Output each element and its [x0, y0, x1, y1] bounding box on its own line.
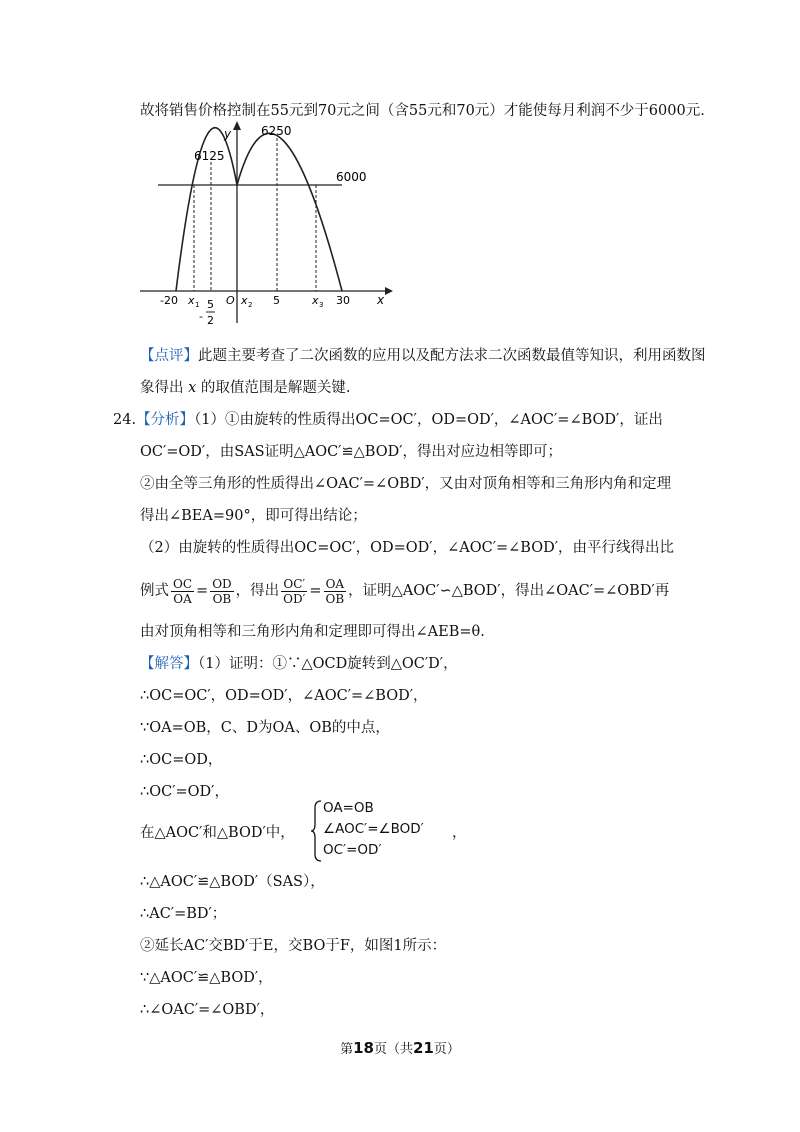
tick-frac-num: 5: [207, 298, 214, 311]
system-row-3: OC′=OD′: [323, 842, 382, 858]
fraction-oc-oa: $\frac{OC}{OA}$: [173, 576, 193, 606]
analysis-line-1: [113, 410, 663, 430]
conclusion-line: 故将销售价格控制在55元到70元之间（含55元和70元）才能使每月利润不少于6000元.: [140, 103, 705, 119]
y-axis-arrow-icon: [233, 121, 241, 130]
review-text-1: 此题主要考查了二次函数的应用以及配方法求二次函数最值等知识，利用函数图: [198, 348, 706, 364]
analysis-line-3: ②由全等三角形的性质得出∠OAC′=∠OBD′，又由对顶角相等和三角形内角和定理: [140, 476, 672, 492]
right-parabola: [237, 133, 342, 291]
tick-x2-sub: 2: [248, 301, 253, 309]
a6-post: ，证明△AOC′∽△BOD′，得出∠OAC′=∠OBD′再: [348, 583, 670, 599]
tick-x1: x: [188, 294, 195, 307]
answer-tag: 【解答】: [140, 656, 198, 672]
analysis-tag: 【分析】: [136, 412, 195, 428]
answer-line-5: ∴OC′=OD′，: [140, 784, 229, 800]
review-line-1: [140, 346, 706, 366]
x-label: x: [377, 293, 385, 307]
eq-sign-2: =: [309, 583, 322, 599]
answer-line-9: ②延长AC′交BD′于E，交BO于F，如图1所示：: [140, 938, 447, 954]
review-text-2b: 的取值范围是解题关键.: [200, 380, 351, 396]
fraction-oa-ob: $\frac{OA}{OB}$: [325, 576, 345, 606]
answer-line-3: ∵OA=OB，C、D为OA、OB的中点，: [140, 720, 390, 736]
answer-line-1: [140, 654, 458, 674]
system-row-2: ∠AOC′=∠BOD′: [323, 821, 424, 837]
answer-text-1: （1）证明：①∵△OCD旋转到△OC′D′，: [198, 656, 458, 672]
analysis-line-6: [140, 576, 669, 606]
system-row-1: OA=OB: [323, 800, 374, 816]
page-number: 18: [353, 1039, 374, 1057]
answer-line-7: ∴△AOC′≌△BOD′（SAS），: [140, 874, 325, 890]
footer-pre: 第: [340, 1042, 354, 1057]
a6-pre: 例式: [140, 583, 169, 599]
x-axis-arrow-icon: [385, 287, 393, 295]
question-number: 24.: [113, 412, 137, 428]
eq-sign: =: [196, 583, 209, 599]
tick-x3-sub: 3: [319, 301, 324, 309]
page-footer: [0, 1038, 800, 1057]
answer-line-2: ∴OC=OC′，OD=OD′，∠AOC′=∠BOD′，: [140, 688, 428, 704]
review-text-2a: 象得出: [140, 380, 184, 396]
tick-minus20: -20: [160, 294, 178, 307]
tick-5: 5: [273, 294, 280, 307]
tick-origin: O: [226, 294, 235, 307]
tick-x2: x: [241, 294, 248, 307]
answer-line-10: ∵△AOC′≌△BOD′，: [140, 970, 273, 986]
analysis-line-7: 由对顶角相等和三角形内角和定理即可得出∠AEB=θ.: [140, 624, 485, 640]
equation-system: [311, 800, 461, 862]
brace-icon: [311, 800, 323, 862]
answer-line-11: ∴∠OAC′=∠OBD′，: [140, 1002, 275, 1018]
page-total: 21: [413, 1039, 434, 1057]
review-line-2: [140, 378, 351, 398]
analysis-line-5: （2）由旋转的性质得出OC=OC′，OD=OD′，∠AOC′=∠BOD′，由平行线得出比: [140, 540, 675, 556]
analysis-text-1: （1）①由旋转的性质得出OC=OC′，OD=OD′，∠AOC′=∠BOD′，证出: [194, 412, 663, 428]
tick-frac-sign: -: [199, 310, 203, 323]
analysis-line-4: 得出∠BEA=90°，即可得出结论；: [140, 508, 367, 524]
y-label: y: [224, 127, 232, 141]
footer-post: 页）: [433, 1042, 460, 1057]
answer-line-8: ∴AC′=BD′；: [140, 906, 227, 922]
system-comma: ，: [452, 825, 467, 841]
peak2-label: 6250: [261, 124, 292, 138]
footer-mid: 页（共: [373, 1042, 413, 1057]
answer-line-4: ∴OC=OD，: [140, 752, 223, 768]
answer-line-6: 在△AOC′和△BOD′中，: [140, 825, 295, 841]
fraction-od-ob: $\frac{OD}{OB}$: [212, 576, 232, 606]
level-label: 6000: [336, 170, 367, 184]
fraction-oc-od: $\frac{OC'}{OD'}$: [283, 576, 306, 606]
a6-mid: ，得出: [235, 583, 280, 599]
peak1-label: 6125: [194, 149, 225, 163]
parabola-graph: [130, 118, 400, 338]
tick-x3: x: [312, 294, 319, 307]
analysis-line-2: OC′=OD′，由SAS证明△AOC′≌△BOD′，得出对应边相等即可；: [140, 444, 562, 460]
review-tag: 【点评】: [140, 348, 198, 364]
tick-x1-sub: 1: [195, 301, 200, 309]
var-x: x: [188, 380, 197, 396]
tick-frac-den: 2: [207, 314, 214, 327]
tick-30: 30: [336, 294, 350, 307]
